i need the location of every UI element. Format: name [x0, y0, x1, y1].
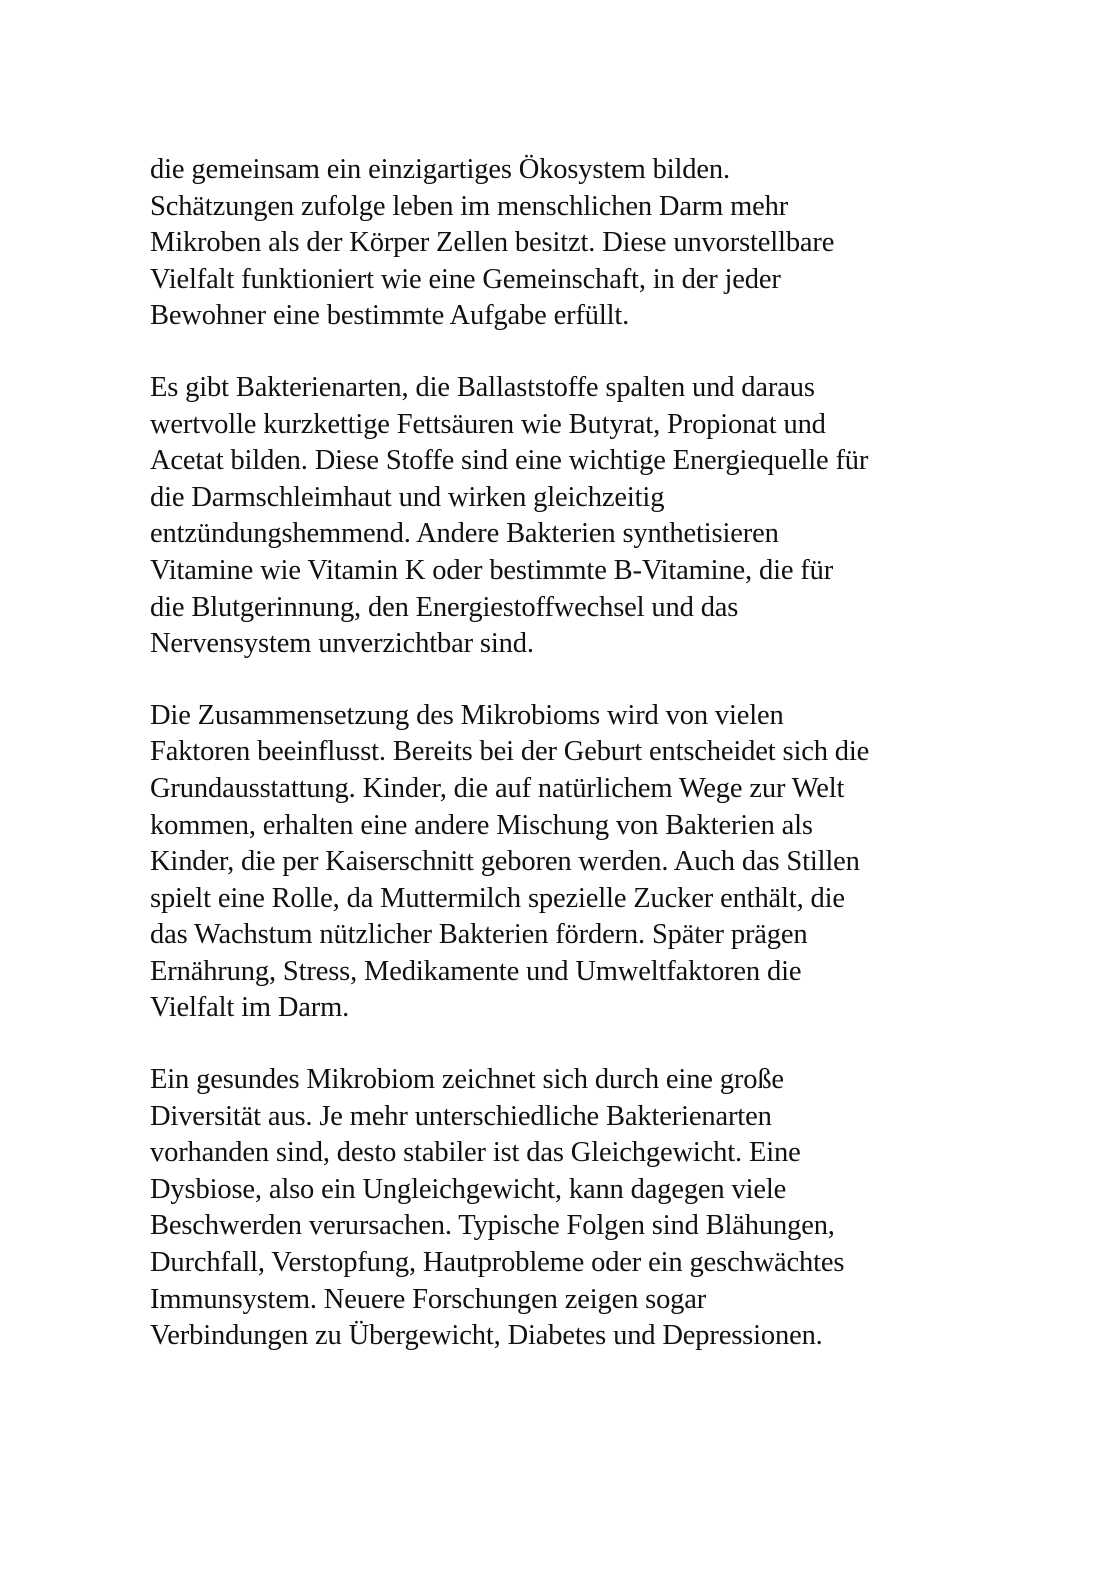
text-line: Verbindungen zu Übergewicht, Diabetes und Depressionen.: [150, 1320, 823, 1352]
text-line: Vielfalt funktioniert wie eine Gemeinschaft, in der jeder: [150, 263, 781, 295]
text-line: Kinder, die per Kaiserschnitt geboren werden. Auch das Stillen: [150, 846, 860, 878]
paragraph-bacteria-functions: [150, 370, 980, 663]
text-line: spielt eine Rolle, da Muttermilch spezielle Zucker enthält, die: [150, 882, 845, 914]
paragraph-healthy-microbiome: [150, 1062, 980, 1355]
text-line: wertvolle kurzkettige Fettsäuren wie Butyrat, Propionat und: [150, 408, 826, 440]
text-line: Vitamine wie Vitamin K oder bestimmte B-Vitamine, die für: [150, 554, 834, 586]
text-line: entzündungshemmend. Andere Bakterien synthetisieren: [150, 518, 779, 550]
text-line: Dysbiose, also ein Ungleichgewicht, kann dagegen viele: [150, 1173, 787, 1205]
text-line: vorhanden sind, desto stabiler ist das Gleichgewicht. Eine: [150, 1137, 801, 1169]
text-line: das Wachstum nützlicher Bakterien fördern. Später prägen: [150, 919, 808, 951]
text-line: Ernährung, Stress, Medikamente und Umweltfaktoren die: [150, 955, 802, 987]
text-line: Bewohner eine bestimmte Aufgabe erfüllt.: [150, 300, 630, 332]
text-line: Immunsystem. Neuere Forschungen zeigen sogar: [150, 1283, 707, 1315]
text-line: Es gibt Bakterienarten, die Ballaststoffe spalten und daraus: [150, 371, 815, 403]
text-line: Grundausstattung. Kinder, die auf natürlichem Wege zur Welt: [150, 772, 845, 804]
paragraph-composition-factors: [150, 698, 980, 1027]
paragraph-ecosystem: [150, 152, 980, 335]
text-line: die gemeinsam ein einzigartiges Ökosystem bilden.: [150, 154, 730, 185]
text-line: Ein gesundes Mikrobiom zeichnet sich durch eine große: [150, 1064, 784, 1096]
text-line: Beschwerden verursachen. Typische Folgen sind Blähungen,: [150, 1210, 835, 1242]
text-line: Schätzungen zufolge leben im menschlichen Darm mehr: [150, 190, 789, 222]
text-line: kommen, erhalten eine andere Mischung von Bakterien als: [150, 809, 813, 841]
text-line: Diversität aus. Je mehr unterschiedliche Bakterienarten: [150, 1100, 772, 1132]
text-line: Faktoren beeinflusst. Bereits bei der Geburt entscheidet sich die: [150, 736, 870, 768]
text-line: Acetat bilden. Diese Stoffe sind eine wichtige Energiequelle für: [150, 445, 869, 477]
text-line: die Blutgerinnung, den Energiestoffwechsel und das: [150, 591, 739, 623]
text-line: Durchfall, Verstopfung, Hautprobleme oder ein geschwächtes: [150, 1247, 845, 1279]
body-text: [150, 152, 980, 1390]
text-line: Nervensystem unverzichtbar sind.: [150, 628, 534, 660]
text-line: Mikroben als der Körper Zellen besitzt. Diese unvorstellbare: [150, 227, 835, 259]
text-line: Vielfalt im Darm.: [150, 992, 350, 1024]
text-line: Die Zusammensetzung des Mikrobioms wird von vielen: [150, 699, 784, 731]
text-line: die Darmschleimhaut und wirken gleichzeitig: [150, 481, 665, 513]
